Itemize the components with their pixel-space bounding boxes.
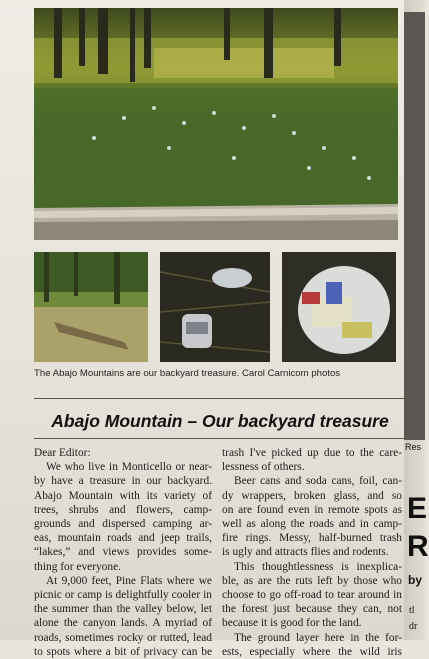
photo-caption: The Abajo Mountains are our backyard treasure. Carol Carnicom photos bbox=[34, 368, 341, 379]
text-line: lessness of others. bbox=[222, 461, 305, 474]
adjacent-text-fragment: tl bbox=[409, 605, 415, 616]
text-line: trash I've picked up due to the care- bbox=[222, 447, 402, 459]
text-line: thing for everyone. bbox=[34, 560, 121, 573]
headline-rule-bottom bbox=[34, 438, 404, 439]
adjacent-photo-sliver bbox=[404, 12, 425, 440]
text-line: dy wrappers, broken glass, and so bbox=[222, 489, 402, 502]
text-line: We who live in Monticello or near- bbox=[46, 461, 212, 474]
adjacent-text-fragment: dr bbox=[409, 621, 418, 632]
text-line: on are found even in remote spots as bbox=[222, 503, 402, 516]
text-line: choose to go off-road to tear around in bbox=[222, 589, 402, 602]
text-line: the forest just because they can, not bbox=[222, 603, 402, 616]
adjacent-byline-fragment: by bbox=[408, 573, 423, 587]
text-line: alone the canyon lands. A myriad of bbox=[34, 617, 212, 630]
text-line: Beer cans and soda cans, foil, can- bbox=[234, 475, 402, 488]
text-line: This thoughtlessness is inexplica- bbox=[234, 560, 402, 573]
photo-trash-bag bbox=[282, 252, 396, 362]
text-line: trees, shrubs and flowers, camp- bbox=[34, 503, 212, 516]
text-line: ble, as are the ruts left by those who bbox=[222, 574, 402, 587]
adjacent-caption-fragment: Res bbox=[405, 442, 422, 452]
article-column-1 bbox=[34, 446, 212, 659]
text-line: well as along the roads and in camp- bbox=[222, 518, 402, 531]
text-line: “lakes,” and views provides some- bbox=[34, 546, 212, 559]
text-line: The ground layer here in the for- bbox=[234, 631, 402, 644]
adjacent-headline-fragment-e: E bbox=[407, 492, 428, 525]
text-line: eas, mountain roads and jeep trails, bbox=[34, 532, 212, 545]
photo-trash-cans bbox=[160, 252, 270, 362]
text-line: the summer than the valley below, let bbox=[34, 603, 212, 616]
text-line: fire rings. Messy, half-burned trash bbox=[222, 532, 402, 545]
article-headline: Abajo Mountain – Our backyard treasure bbox=[51, 411, 389, 431]
main-photo-meadow bbox=[34, 8, 398, 240]
text-line: roads, sometimes rocky or rutted, lead bbox=[34, 631, 212, 644]
text-line: grounds and dispersed camping ar- bbox=[34, 518, 212, 531]
text-line: because it is good for the land. bbox=[222, 617, 362, 630]
text-line: At 9,000 feet, Pine Flats where we bbox=[46, 574, 212, 587]
photo-forest-clearing bbox=[34, 252, 148, 362]
article-column-2 bbox=[222, 446, 402, 659]
text-line: picnic or camp is delightfully cooler in bbox=[34, 589, 212, 602]
text-line: to spots where a bit of privacy can be bbox=[34, 645, 212, 658]
text-line: is ugly and attracts flies and rodents. bbox=[222, 546, 389, 559]
adjacent-headline-fragment-r: R bbox=[407, 530, 429, 563]
salutation: Dear Editor: bbox=[34, 447, 91, 459]
text-line: by have a treasure in our backyard. bbox=[34, 475, 212, 488]
text-line: ests, especially where the wild iris bbox=[222, 645, 402, 658]
headline-rule-top bbox=[34, 398, 404, 399]
text-line: Abajo Mountain with its variety of bbox=[34, 489, 212, 502]
